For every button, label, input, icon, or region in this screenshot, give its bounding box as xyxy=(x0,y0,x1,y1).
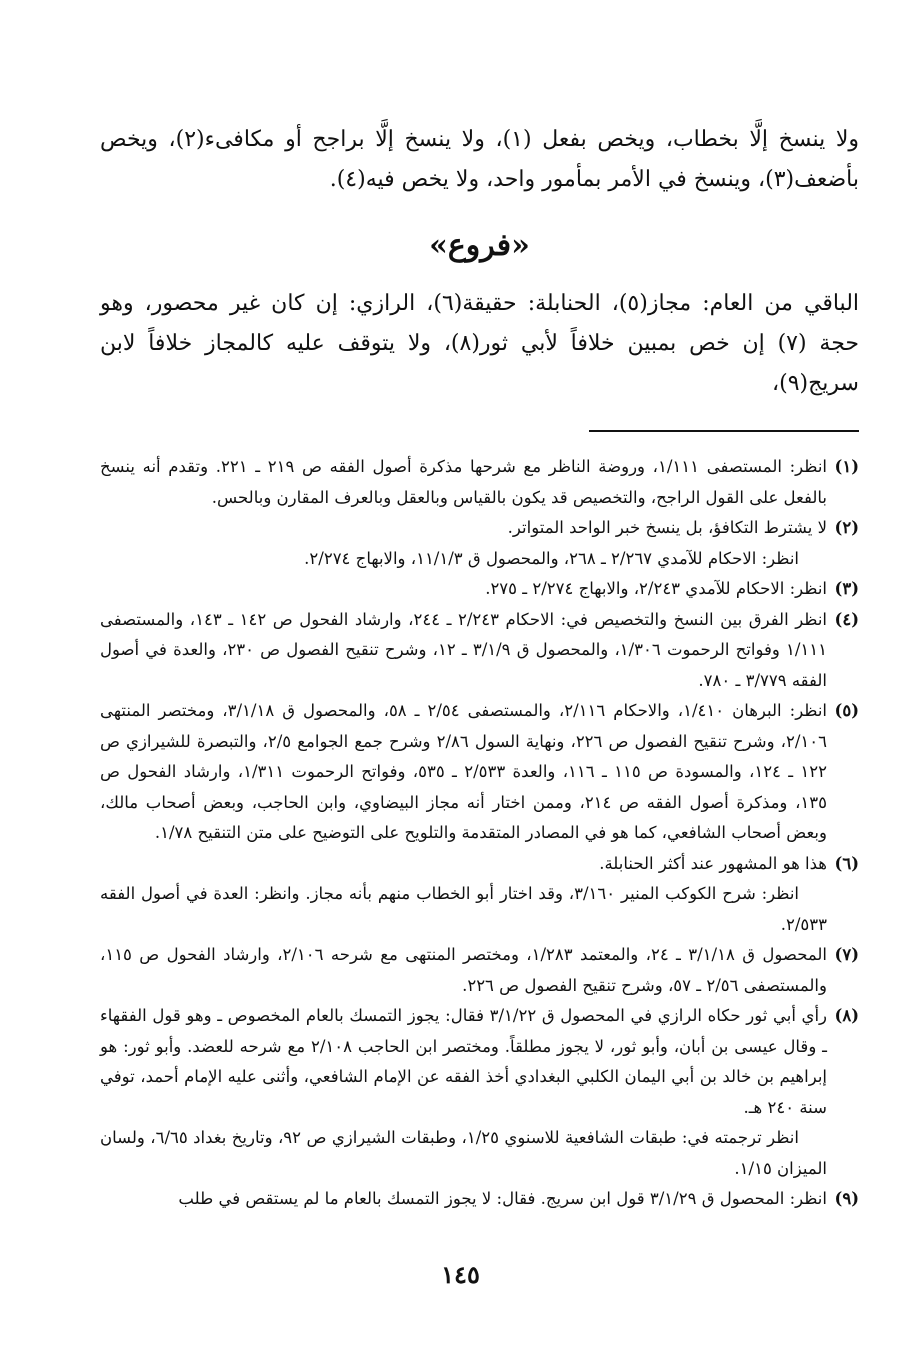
footnote-1 xyxy=(100,452,859,513)
footnote-text: انظر الفرق بين النسخ والتخصيص في: الاحكام ٢/٢٤٣ ـ ٢٤٤، وارشاد الفحول ص ١٤٢ ـ ١٤٣، والمستصفى ١/١١١ وفواتح الرحموت ١/٣٠٦، والمحصول ق ٣/١/٩ ـ ١٢، وشرح تنقيح الفصول ص ٢٣٠، والعدة في أصول الفقه ٣/٧٧٩ ـ ٧٨٠. xyxy=(100,609,828,690)
footnote-subtext: انظر: الاحكام للآمدي ٢/٢٦٧ ـ ٢٦٨، والمحصول ق ١١/١/٣، والابهاج ٢/٢٧٤. xyxy=(304,548,799,568)
paragraph-1: ولا ينسخ إلَّا بخطاب، ويخص بفعل (١)، ولا ينسخ إلَّا براجح أو مكافىء(٢)، ويخص بأضعف(٣)، وينسخ في الأمر بمأمور واحد، ولا يخص فيه(٤). xyxy=(100,127,860,192)
footnote-text: انظر: الاحكام للآمدي ٢/٢٤٣، والابهاج ٢/٢٧٤ ـ ٢٧٥. xyxy=(485,579,827,598)
footnote-text: لا يشترط التكافؤ، بل ينسخ خبر الواحد المتواتر. xyxy=(507,518,827,537)
paragraph-2: الباقي من العام: مجاز(٥)، الحنابلة: حقيقة(٦)، الرازي: إن كان غير محصور، وهو حجة (٧) إن خص بمبين خلافاً لأبي ثور(٨)، ولا يتوقف عليه كالمجاز خلافاً لابن سريج(٩)، xyxy=(100,291,860,396)
footnote-text: رأي أبي ثور حكاه الرازي في المحصول ق ٣/١/٢٢ فقال: يجوز التمسك بالعام المخصوص ـ وهو قول الفقهاء ـ وقال عيسى بن أبان، وأبو ثور، لا يجوز مطلقاً. ومختصر ابن الحاجب ٢/١٠٨ مع شرحه للعضد. وأبو ثور: هو إبراهيم بن خالد بن أبي اليمان الكلبي البغدادي أخذ الفقه عن الإمام الشافعي، وأثنى عليه الإمام أحمد، توفي سنة ٢٤٠ هـ. xyxy=(100,1006,828,1117)
footnote-text: انظر: المستصفى ١/١١١، وروضة الناظر مع شرحها مذكرة أصول الفقه ص ٢١٩ ـ ٢٢١. وتقدم أنه ينسخ بالفعل على القول الراجح، والتخصيص قد يكون بالقياس وبالعقل وبالعرف المقارن وبالحس. xyxy=(100,457,827,507)
footnote-9 xyxy=(100,1184,859,1215)
footnote-separator xyxy=(589,430,859,432)
footnotes xyxy=(100,452,859,1215)
footnote-number: (٥) xyxy=(834,701,859,720)
footnote-text: المحصول ق ٣/١/١٨ ـ ٢٤، والمعتمد ١/٢٨٣، ومختصر المنتهى مع شرحه ٢/١٠٦، وارشاد الفحول ص ١١٥، والمستصفى ٢/٥٦ ـ ٥٧، وشرح تنقيح الفصول ص ٢٢٦. xyxy=(100,945,828,995)
footnote-4 xyxy=(100,605,859,697)
footnote-2 xyxy=(100,513,859,574)
footnote-number: (٧) xyxy=(834,945,859,964)
footnote-number: (١) xyxy=(834,457,859,476)
footnote-5 xyxy=(100,696,859,849)
footnote-7 xyxy=(100,940,859,1001)
footnote-subtext: انظر: شرح الكوكب المنير ٣/١٦٠، وقد اختار أبو الخطاب منهم بأنه مجاز. وانظر: العدة في أصول الفقه ٢/٥٣٣. xyxy=(100,884,827,934)
footnote-number: (٦) xyxy=(834,853,859,873)
page-number: ١٤٥ xyxy=(441,1260,480,1289)
footnote-3 xyxy=(100,574,859,605)
footnote-6 xyxy=(100,849,859,941)
footnote-text: هذا هو المشهور عند أكثر الحنابلة. xyxy=(599,853,827,873)
footnote-number: (٣) xyxy=(834,579,859,598)
footnote-number: (٢) xyxy=(834,518,859,537)
footnote-subtext: انظر ترجمته في: طبقات الشافعية للاسنوي ١/٢٥، وطبقات الشيرازي ص ٩٢، وتاريخ بغداد ٦/٦٥، ولسان الميزان ١/١٥. xyxy=(100,1128,827,1178)
main-text xyxy=(100,120,859,404)
footnote-text: انظر: البرهان ١/٤١٠، والاحكام ٢/١١٦، والمستصفى ٢/٥٤ ـ ٥٨، والمحصول ق ٣/١/١٨، ومختصر المنتهى ٢/١٠٦، وشرح تنقيح الفصول ص ٢٢٦، ونهاية السول ٢/٨٦ وشرح جمع الجوامع ٢/٥، والتبصرة للشيرازي ص ١٢٢ ـ ١٢٤، والمسودة ص ١١٥ ـ ١١٦، والعدة ٢/٥٣٣ ـ ٥٣٥، وفواتح الرحموت ١/٣١١، وارشاد الفحول ص ١٣٥، ومذكرة أصول الفقه ص ٢١٤، وممن اختار أنه مجاز البيضاوي، وابن الحاجب، وبعض أصحاب مالك، وبعض أصحاب الشافعي، كما هو في المصادر المتقدمة والتلويح على التوضيح على متن التنقيح ١/٧٨. xyxy=(100,701,828,842)
footnote-number: (٤) xyxy=(834,609,859,629)
footnote-8 xyxy=(100,1001,859,1184)
footnote-number: (٨) xyxy=(834,1006,859,1025)
section-heading: «فروع» xyxy=(429,228,530,263)
footnote-number: (٩) xyxy=(834,1189,859,1208)
footnote-text: انظر: المحصول ق ٣/١/٢٩ قول ابن سريج. فقال: لا يجوز التمسك بالعام ما لم يستقص في طلب xyxy=(178,1189,827,1208)
